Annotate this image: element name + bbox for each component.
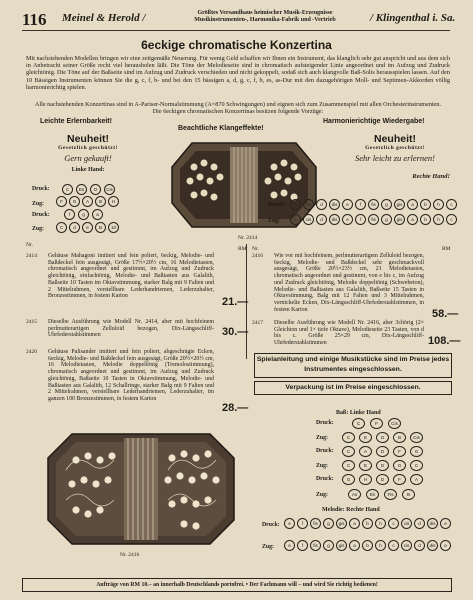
note-button: b (420, 214, 431, 225)
note-button: f (297, 518, 308, 529)
right-druck: Druck: (268, 202, 286, 208)
product-nr: 2420 (26, 349, 37, 355)
note-button: C (56, 222, 67, 233)
note-button: d (69, 222, 80, 233)
product-description: Gehäuse Palisander imitiert und fein poliert, abgeschrägte Ecken, 6eckig, Melodie- und Baßdeckel fein ausgesägt, Größe 20½×20½ cm, 16 Melodietasten, Melodie doppeltönig (Tremolostimmung), chromatisch angeordnet und gestimmt, im Aufzug und Zudruck gleichtönig, Baßseite 10 Tasten in Oktavstimmung, Melodie- und Baßtasten aus Galalith, 12 Schallringe, starker Balg mit 9 Falten und 2 Mittelrahmen, verstellbare Lederhandriemen, Lederzuhalter, im ganzen 100 Bronzestimmen, in festem Karton (48, 349, 214, 402)
note-button: g (381, 214, 392, 225)
note-button: e (284, 540, 295, 551)
intro-paragraph-2: Alle nachstehenden Konzertinas sind in A-Pariser-Normalstimmung (A=870 Schwingungen) und eignen sich zum Zusammenspiel mit allen Orchesterinstrumenten. Die 6eckigen chromatischen Konzertinas besitzen folgende Vorzüge: (34, 101, 442, 116)
note-button: dis (427, 518, 438, 529)
note-button: C (352, 418, 365, 429)
left-zug-2: Zug: (32, 226, 44, 232)
advantage-left: Leichte Erlernbarkeit! (40, 118, 112, 125)
left-geschuetzt: Gesetzlich geschützt! (58, 145, 118, 151)
left-druck-2: Druck: (32, 212, 50, 218)
right-panel (336, 133, 454, 180)
note-button: g (78, 209, 89, 220)
note-button: cis (401, 540, 412, 551)
note-button: D (376, 446, 389, 457)
note-button: E (359, 460, 372, 471)
note-button: Es (366, 489, 379, 500)
note-button: A (410, 474, 423, 485)
note-button: d (316, 214, 327, 225)
bass-zug-1: Zug: (316, 435, 328, 441)
note-button: fis (368, 214, 379, 225)
intro-paragraph: Mit nachstehenden Modellen bringen wir eine zeitgemäße Neuerung. Für wenig Geld schaffen wir Ihnen ein Instrument, das klanglich sehr gut anspricht und aus dem sich in Anbetracht seiner Größe recht viel herausholen läßt. Die Töne der Melodieseite sind in chromatisch aufsteigender Linie angeordnet und im Aufzug und Zudruck gleichtönig. Die Töne auf der Baßseite sind im Aufzug und Zudruck verschieden und nicht gekoppelt, sodaß sich auch klangvolle Baß-Solis herausspielen lassen. Auf den 10 Bässigen Instrumenten können Sie die g, c, f, b- und bei den 15 bässigen a, d, g, c, f, b, es, as-Dur mit den dazugehörigen Moll- und Septimen-Akkorden völlig harmonierichtig spielen. (26, 55, 450, 91)
note-button: g (323, 540, 334, 551)
concertina-illustration (36, 430, 246, 548)
advantage-center: Beachtliche Klangeffekte! (178, 125, 264, 132)
bass-chart-title: Baß: Linke Hand (336, 410, 381, 416)
bass-zug-2: Zug: (316, 463, 328, 469)
note-button: f (297, 540, 308, 551)
note-button: Cis (388, 418, 401, 429)
note-button: C (342, 446, 355, 457)
note-button: c (446, 214, 457, 225)
note-button: B (393, 432, 406, 443)
note-button: c (290, 214, 301, 225)
bass-druck-1: Druck: (316, 420, 334, 426)
right-slogan: Sehr leicht zu erlernen! (354, 153, 436, 163)
header-rule (22, 30, 450, 31)
note-button: e (342, 199, 353, 210)
note-button: g (381, 199, 392, 210)
note-button: d (414, 518, 425, 529)
note-button: E (359, 432, 372, 443)
note-button: h (433, 199, 444, 210)
left-zug-1: Zug: (32, 201, 44, 207)
product-description: Dieselbe Ausführung wie Modell Nr. 2414, aber mit hochfeinem perlmutterartigen Zelluloid bezogen, Dix-Längsschliff-Uhrfederstahlstimmen (48, 319, 214, 339)
right-zug: Zug: (268, 218, 280, 224)
note-button: C (410, 460, 423, 471)
note-button: F (393, 446, 406, 457)
note-button: f (355, 199, 366, 210)
note-button: F (370, 418, 383, 429)
note-button: G (410, 446, 423, 457)
left-hand-title: Linke Hand: (71, 167, 105, 173)
note-button: c (388, 540, 399, 551)
product-description: Wie vor mit hochfeinem, perlmutterartigem Zelluloid bezogen, 6eckig, Melodie- und Baßdeckel sehr geschmackvoll ausgesägt, Größe 20½×23½ cm, 21 Melodietasten, chromatisch angeordnet und gestimmt, von e bis c, im Aufzug und Zudruck gleichtönig, Melodie doppeltönig (Schwebeton), Melodie- und Baßtasten aus Galalith, Baßseite 15 Tasten in Oktavstimmung, Balg mit 12 Falten und 3 Mittelrahmen, vernickelte Ecken, Dix-Längsschliff-Uhrfederstahlstimmen, in festem Karton (274, 253, 424, 313)
firm-name: Meinel & Herold / (62, 12, 146, 24)
right-neuheit: Neuheit! (374, 133, 416, 145)
note-button: c (290, 199, 301, 210)
product-nr: 2415 (26, 319, 37, 325)
bass-druck-3: Druck: (316, 476, 334, 482)
image-label-2416: Nr. 2416 (120, 552, 140, 558)
product-price-2420: 28.— (222, 402, 249, 414)
note-button: f (355, 214, 366, 225)
product-2417 (252, 320, 450, 347)
note-button: f (64, 209, 75, 220)
right-hand-title: Rechte Hand! (412, 173, 450, 180)
page-title: 6eckige chromatische Konzertina (141, 38, 332, 52)
note-button: g (323, 518, 334, 529)
melody-zug: Zug: (262, 544, 274, 550)
note-button: gis (336, 518, 347, 529)
note-button: e (342, 214, 353, 225)
page-number: 116 (22, 10, 47, 29)
note-button: C (342, 432, 355, 443)
note-button: D (376, 474, 389, 485)
note-button: c (388, 518, 399, 529)
product-2415 (26, 319, 238, 339)
notice-spielanleitung: Spielanleitung und einige Musikstücke sind im Preise jedes Instrumentes eingeschlossen. (254, 353, 452, 378)
note-button: a (349, 540, 360, 551)
image-label-2414: Nr. 2414 (238, 235, 258, 241)
melody-chart-title: Melodie: Rechte Hand (322, 507, 380, 513)
left-panel (28, 133, 148, 173)
product-price-2417: 108.— (428, 335, 461, 347)
note-button: B (95, 196, 106, 207)
note-button: C (342, 460, 355, 471)
note-button: a (92, 209, 103, 220)
concertina-image-2416 (36, 430, 246, 548)
note-button: h (375, 518, 386, 529)
col-head-nr-2: Nr. (252, 246, 259, 252)
bass-zug-3: Zug: (316, 492, 328, 498)
note-button: a (407, 199, 418, 210)
left-druck-1: Druck: (32, 186, 50, 192)
note-button: D (376, 460, 389, 471)
note-button: h (375, 540, 386, 551)
header-city: / Klingenthal i. Sa. (370, 12, 456, 24)
page-footer: Aufträge von RM 10.– an innerhalb Deutschlands portofrei. • Der Fachmann will – und wird Sie richtig bedienen! (22, 578, 452, 592)
note-button: d (316, 199, 327, 210)
note-button: b (362, 540, 373, 551)
header-subtitle (170, 10, 360, 24)
note-button: A (82, 196, 93, 207)
note-button: G (393, 460, 406, 471)
note-button: gis (394, 199, 405, 210)
note-button: cis (303, 199, 314, 210)
col-head-nr: Nr. (26, 242, 33, 248)
product-description: Gehäuse Mahagoni imitiert und fein poliert, 6eckig, Melodie- und Baßdeckel fein ausgesägt, Größe 17½×20½ cm, 16 Melodietasten, chromatisch angeordnet und gestimmt, im Aufzug und Zudruck gleichtönig, einfachtönig, Melodie- und Baßtasten aus Galalith, Baßseite 10 Tasten im Oktavstimmung, starker Balg mit 9 Falten und 2 Mittelrahmen, verstellbare Lederhandriemen, Lederzuhalter, Bronzestimmen, in festem Karton (48, 253, 214, 300)
product-2420 (26, 349, 238, 403)
product-2414 (26, 253, 238, 300)
product-2416 (252, 253, 450, 313)
note-button: Fis (384, 489, 397, 500)
note-button: fis (368, 199, 379, 210)
note-button: b (362, 518, 373, 529)
note-button: a (407, 214, 418, 225)
product-nr: 2414 (26, 253, 37, 259)
note-button: e (82, 222, 93, 233)
right-geschuetzt: Gesetzlich geschützt! (365, 145, 425, 151)
note-button: d (414, 540, 425, 551)
note-button: e (440, 518, 451, 529)
note-button: C (62, 184, 73, 195)
left-slogan: Gern gekauft! (64, 153, 112, 163)
note-button: As (348, 489, 361, 500)
note-button: fis (310, 518, 321, 529)
note-button: D (90, 184, 101, 195)
bass-druck-2: Druck: (316, 448, 334, 454)
note-button: G (69, 196, 80, 207)
note-button: cis (303, 214, 314, 225)
advantage-right: Harmonierichtige Wiedergabe! (323, 118, 425, 125)
product-nr: 2417 (252, 320, 263, 326)
note-button: G (376, 432, 389, 443)
note-button: B (402, 489, 415, 500)
note-button: fis (310, 540, 321, 551)
header-subtitle-line1: Größtes Versandhaus heimischer Musik-Erzeugnisse (197, 10, 333, 16)
note-button: dis (329, 199, 340, 210)
note-button: H (108, 196, 119, 207)
product-nr: 2416 (252, 253, 263, 259)
note-button: Cis (410, 432, 423, 443)
note-button: h (433, 214, 444, 225)
col-head-rm-2: RM (442, 246, 451, 252)
note-button: gis (394, 214, 405, 225)
note-button: dis (329, 214, 340, 225)
note-button: cis (401, 518, 412, 529)
note-button: a (349, 518, 360, 529)
note-button: e (440, 540, 451, 551)
note-button: H (359, 474, 372, 485)
note-button: gis (336, 540, 347, 551)
col-head-rm: RM (238, 246, 247, 252)
note-button: G (342, 474, 355, 485)
note-button: A (359, 446, 372, 457)
note-button: Es (76, 184, 87, 195)
product-price-2416: 58.— (432, 308, 459, 320)
note-button: e (284, 518, 295, 529)
note-button: Cis (104, 184, 115, 195)
note-button: b (420, 199, 431, 210)
product-price-2414: 21.— (222, 296, 249, 308)
note-button: F (393, 474, 406, 485)
notice-verpackung: Verpackung ist im Preise eingeschlossen. (254, 381, 452, 395)
left-neuheit: Neuheit! (67, 133, 109, 145)
note-button: c (446, 199, 457, 210)
header-subtitle-line2: Musikinstrumenten-, Harmonika-Fabrik und -Vertrieb (194, 17, 336, 23)
note-button: F (56, 196, 67, 207)
product-price-2415: 30.— (222, 326, 249, 338)
melody-druck: Druck: (262, 522, 280, 528)
note-button: dis (427, 540, 438, 551)
note-button: B (95, 222, 106, 233)
product-description: Dieselbe Ausführung wie Modell Nr. 2416, aber 3chörig (2× Gleichton und 1× tiefe Oktave), Melodieseite 23 Tasten, von d bis c. Größe 25×29 cm, Dix-Längsschliff-Uhrfederstahlstimmen (274, 320, 424, 347)
note-button: 10 (108, 222, 119, 233)
